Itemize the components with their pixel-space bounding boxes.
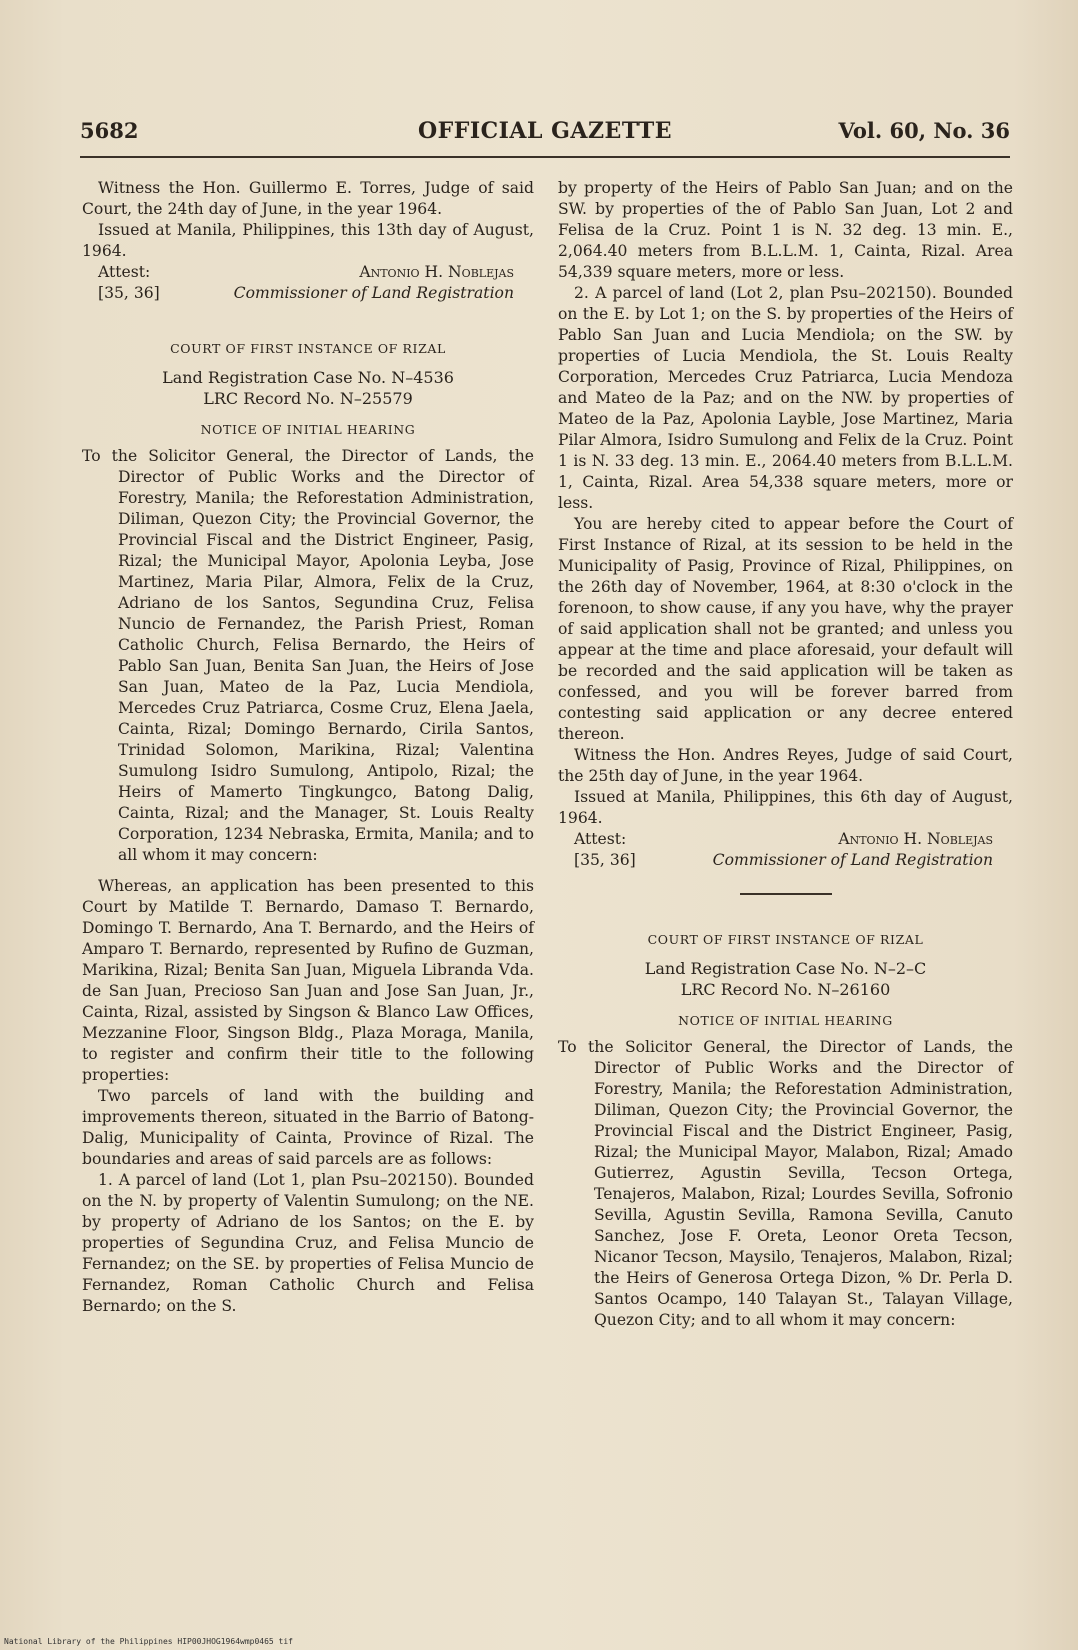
publication-title: OFFICIAL GAZETTE bbox=[417, 118, 673, 144]
attest-line bbox=[82, 262, 534, 283]
witness-paragraph: Witness the Hon. Guillermo E. Torres, Judge of said Court, the 24th day of June, in the year 1964. bbox=[82, 179, 534, 218]
case-number: Land Registration Case No. N–2–C bbox=[644, 959, 927, 978]
attest-title-line bbox=[82, 283, 534, 304]
case-number: Land Registration Case No. N–4536 bbox=[162, 368, 454, 387]
signatory-title: Commissioner of Land Registration bbox=[233, 284, 514, 302]
addressees-paragraph: To the Solicitor General, the Director of Lands, the Director of Public Works and the Director of Forestry, Manila; the Reforestation Administration, Diliman, Quezon City; the Provincial Governor, the Provincial Fiscal and the District Engineer, Pasig, Rizal; the Municipal Mayor, Malabon, Rizal; Amado Gutierrez, Agustin Sevilla, Tecson Ortega, Tenajeros, Malabon, Rizal; Lourdes Sevilla, Sofronio Sevilla, Agustin Sevilla, Ramona Sevilla, Canuto Sanchez, Jose F. Oreta, Leonor Oreta Tecson, Nicanor Tecson, Maysilo, Tenajeros, Malabon, Rizal; the Heirs of Generosa Ortega Dizon, % Dr. Perla D. Santos Ocampo, 140 Talayan St., Talayan Village, Quezon City; and to all whom it may concern: bbox=[558, 1038, 1013, 1329]
court-heading: COURT OF FIRST INSTANCE OF RIZAL bbox=[170, 341, 446, 356]
attest-label: Attest: bbox=[98, 263, 151, 281]
parcels-intro-paragraph: Two parcels of land with the building and improvements thereon, situated in the Barrio of Batong-Dalig, Municipality of Cainta, Province of Rizal. The boundaries and areas of said parcels are as follows: bbox=[82, 1087, 534, 1168]
page-header bbox=[80, 118, 1010, 152]
notice-title: NOTICE OF INITIAL HEARING bbox=[678, 1013, 893, 1028]
attest-line bbox=[558, 829, 1013, 850]
record-number: LRC Record No. N–26160 bbox=[680, 980, 891, 999]
attest-signatory: Antonio H. Noblejas bbox=[838, 830, 993, 848]
issue-reference: [35, 36] bbox=[98, 284, 160, 302]
scan-source-footer: National Library of the Philippines HIP00JHOG1964wmp0465 tif bbox=[4, 1637, 293, 1646]
court-heading: COURT OF FIRST INSTANCE OF RIZAL bbox=[647, 932, 924, 947]
whereas-paragraph: Whereas, an application has been presented to this Court by Matilde T. Bernardo, Damaso T. Bernardo, Domingo T. Bernardo, Ana T. Bernardo, and the Heirs of Amparo T. Bernardo, represented by Rufino de Guzman, Marikina, Rizal; Benita San Juan, Miguela Libranda Vda. de San Juan, Precioso San Juan and Jose San Juan, Jr., Cainta, Rizal, assisted by Singson & Blanco Law Offices, Mezzanine Floor, Singson Bldg., Plaza Moraga, Manila, to register and confirm their title to the following properties: bbox=[82, 877, 534, 1084]
addressees-paragraph: To the Solicitor General, the Director of Lands, the Director of Public Works and the Director of Forestry, Manila; the Reforestation Administration, Diliman, Quezon City; the Provincial Governor, the Provincial Fiscal and the District Engineer, Pasig, Rizal; the Municipal Mayor, Apolonia Leyba, Jose Martinez, Maria Pilar, Almora, Felix de la Cruz, Adriano de los Santos, Segundina Cruz, Felisa Nuncio de Fernandez, the Parish Priest, Roman Catholic Church, Felisa Bernardo, the Heirs of Pablo San Juan, Benita San Juan, the Heirs of Jose San Juan, Mateo de la Paz, Lucia Mendiola, Mercedes Cruz Patriarca, Cosme Cruz, Elena Jaela, Cainta, Rizal; Domingo Bernardo, Cirila Santos, Trinidad Solomon, Marikina, Rizal; Valentina Sumulong Isidro Sumulong, Antipolo, Rizal; the Heirs of Mamerto Tingkungco, Batong Dalig, Cainta, Rizal; and the Manager, St. Louis Realty Corporation, 1234 Nebraska, Ermita, Manila; and to all whom it may concern: bbox=[82, 447, 534, 864]
notice-title: NOTICE OF INITIAL HEARING bbox=[200, 422, 416, 437]
issued-paragraph: Issued at Manila, Philippines, this 13th day of August, 1964. bbox=[82, 221, 534, 260]
header-rule bbox=[80, 156, 1010, 158]
issued-paragraph: Issued at Manila, Philippines, this 6th day of August, 1964. bbox=[558, 788, 1013, 827]
witness-paragraph: Witness the Hon. Andres Reyes, Judge of said Court, the 25th day of June, in the year 1964. bbox=[558, 746, 1013, 785]
parcel-2-paragraph: 2. A parcel of land (Lot 2, plan Psu–202150). Bounded on the E. by Lot 1; on the S. by properties of the Heirs of Pablo San Juan and Lucia Mendiola; on the SW. by properties of Lucia Mendiola, the St. Louis Realty Corporation, Mercedes Cruz Patriarca, Lucia Mendoza and Mateo de la Paz; and on the NW. by properties of Mateo de la Paz, Apolonia Layble, Jose Martinez, Maria Pilar Almora, Isidro Sumulong and Felix de la Cruz. Point 1 is N. 33 deg. 13 min. E., 2064.40 meters from B.L.L.M. 1, Cainta, Rizal. Area 54,338 square meters, more or less. bbox=[558, 284, 1013, 512]
citation-paragraph: You are hereby cited to appear before the Court of First Instance of Rizal, at its session to be held in the Municipality of Pasig, Province of Rizal, Philippines, on the 26th day of November, 1964, at 8:30 o'clock in the forenoon, to show cause, if any you have, why the prayer of said application shall not be granted; and unless you appear at the time and place aforesaid, your default will be recorded and the said application will be taken as confessed, and you will be forever barred from contesting said application or any decree entered thereon. bbox=[558, 515, 1013, 743]
parcel-1-continued: by property of the Heirs of Pablo San Juan; and on the SW. by properties of the of Pablo San Juan, Lot 2 and Felisa de la Cruz. Point 1 is N. 32 deg. 13 min. E., 2,064.40 meters from B.L.L.M. 1, Cainta, Rizal. Area 54,339 square meters, more or less. bbox=[558, 179, 1013, 281]
left-column bbox=[82, 178, 534, 1317]
attest-label: Attest: bbox=[574, 830, 627, 848]
volume-issue: Vol. 60, No. 36 bbox=[838, 118, 1010, 143]
record-number: LRC Record No. N–25579 bbox=[203, 389, 413, 408]
attest-signatory: Antonio H. Noblejas bbox=[359, 263, 514, 281]
attest-title-line bbox=[558, 850, 1013, 871]
signatory-title: Commissioner of Land Registration bbox=[712, 851, 993, 869]
page-number: 5682 bbox=[80, 118, 139, 143]
right-column bbox=[558, 178, 1013, 1331]
parcel-1-paragraph: 1. A parcel of land (Lot 1, plan Psu–202150). Bounded on the N. by property of Valentin Sumulong; on the NE. by property of Adriano de los Santos; on the E. by properties of Segundina Cruz, and Felisa Muncio de Fernandez; on the SE. by properties of Felisa Muncio de Fernandez, Roman Catholic Church and Felisa Bernardo; on the S. bbox=[82, 1171, 534, 1315]
section-divider bbox=[740, 893, 832, 895]
issue-reference: [35, 36] bbox=[574, 851, 636, 869]
